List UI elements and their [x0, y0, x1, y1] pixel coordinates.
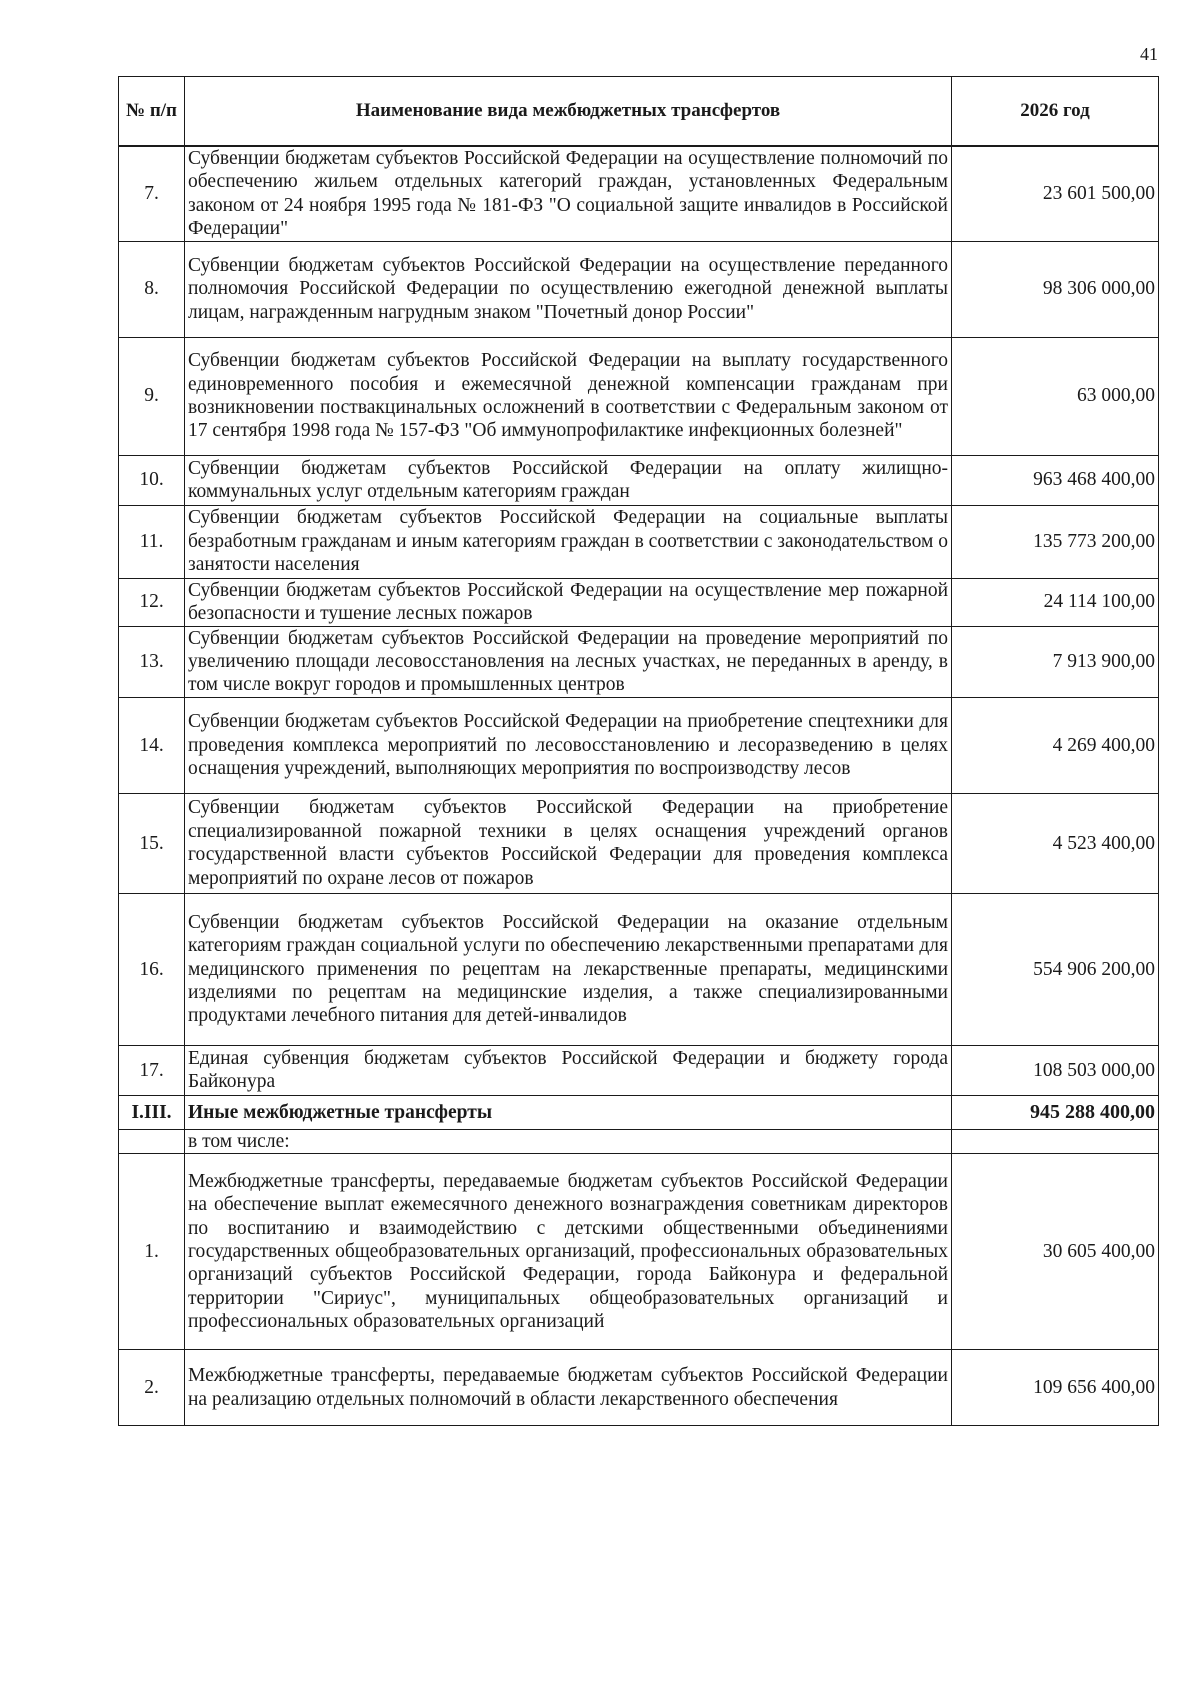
row-name: Субвенции бюджетам субъектов Российской Федерации на проведение мероприятий по увеличению площади лесовосстановления на лесных участках, не переданных в аренду, в том числе вокруг городов и промышленных центров — [185, 626, 952, 697]
table-row — [119, 241, 1159, 337]
row-value: 98 306 000,00 — [952, 241, 1159, 337]
row-name: Субвенции бюджетам субъектов Российской Федерации на приобретение спецтехники для проведения комплекса мероприятий по лесовосстановлению и лесоразведению в целях оснащения учреждений, выполняющих мероприятия по воспроизводству лесов — [185, 697, 952, 793]
table-row — [119, 793, 1159, 893]
row-value: 4 269 400,00 — [952, 697, 1159, 793]
page-number: 41 — [1140, 44, 1158, 64]
row-value: 4 523 400,00 — [952, 793, 1159, 893]
row-value: 109 656 400,00 — [952, 1350, 1159, 1426]
row-name: Межбюджетные трансферты, передаваемые бюджетам субъектов Российской Федерации на реализацию отдельных полномочий в области лекарственного обеспечения — [185, 1350, 952, 1426]
row-number: 16. — [119, 893, 185, 1045]
row-number: 11. — [119, 505, 185, 578]
row-value: 7 913 900,00 — [952, 626, 1159, 697]
row-name: Единая субвенция бюджетам субъектов Российской Федерации и бюджету города Байконура — [185, 1045, 952, 1095]
row-number: 2. — [119, 1350, 185, 1426]
row-name: Субвенции бюджетам субъектов Российской Федерации на осуществление переданного полномочия Российской Федерации по осуществлению ежегодной денежной выплаты лицам, награжденным нагрудным знаком "Почетный донор России" — [185, 241, 952, 337]
table-row — [119, 505, 1159, 578]
row-value: 135 773 200,00 — [952, 505, 1159, 578]
table-row — [119, 146, 1159, 241]
row-name: Субвенции бюджетам субъектов Российской Федерации на оплату жилищно-коммунальных услуг отдельным категориям граждан — [185, 455, 952, 505]
row-name: Субвенции бюджетам субъектов Российской Федерации на социальные выплаты безработным гражданам и иным категориям граждан в соответствии с законодательством о занятости населения — [185, 505, 952, 578]
row-number: 1. — [119, 1154, 185, 1350]
table-row — [119, 626, 1159, 697]
including-label: в том числе: — [185, 1129, 952, 1153]
table-row — [119, 1154, 1159, 1350]
section-value: 945 288 400,00 — [952, 1095, 1159, 1129]
section-name: Иные межбюджетные трансферты — [185, 1095, 952, 1129]
section-number: I.III. — [119, 1095, 185, 1129]
row-name: Субвенции бюджетам субъектов Российской Федерации на выплату государственного единовременного пособия и ежемесячной денежной компенсации гражданам при возникновении поствакцинальных осложнений в соответствии с Федеральным законом от 17 сентября 1998 года № 157-ФЗ "Об иммунопрофилактике инфекционных болезней" — [185, 337, 952, 455]
transfers-table — [118, 76, 1159, 1426]
row-name: Субвенции бюджетам субъектов Российской Федерации на оказание отдельным категориям граждан социальной услуги по обеспечению лекарственными препаратами для медицинского применения по рецептам на лекарственные препараты, медицинскими изделиями по рецептам на медицинские изделия, а также специализированными продуктами лечебного питания для детей-инвалидов — [185, 893, 952, 1045]
row-value: 554 906 200,00 — [952, 893, 1159, 1045]
table-row — [119, 1350, 1159, 1426]
row-number: 9. — [119, 337, 185, 455]
header-name: Наименование вида межбюджетных трансфертов — [185, 77, 952, 147]
row-number: 14. — [119, 697, 185, 793]
row-value: 24 114 100,00 — [952, 578, 1159, 626]
table-header-row — [119, 77, 1159, 147]
table-row — [119, 337, 1159, 455]
table-row — [119, 893, 1159, 1045]
row-value: 30 605 400,00 — [952, 1154, 1159, 1350]
row-number-empty — [119, 1129, 185, 1153]
row-value-empty — [952, 1129, 1159, 1153]
header-year: 2026 год — [952, 77, 1159, 147]
section-row — [119, 1095, 1159, 1129]
row-value: 963 468 400,00 — [952, 455, 1159, 505]
row-name: Субвенции бюджетам субъектов Российской Федерации на осуществление полномочий по обеспечению жильем отдельных категорий граждан, установленных Федеральным законом от 24 ноября 1995 года № 181-ФЗ "О социальной защите инвалидов в Российской Федерации" — [185, 146, 952, 241]
table-row — [119, 697, 1159, 793]
including-row — [119, 1129, 1159, 1153]
row-number: 7. — [119, 146, 185, 241]
row-number: 10. — [119, 455, 185, 505]
row-number: 8. — [119, 241, 185, 337]
row-name: Субвенции бюджетам субъектов Российской Федерации на приобретение специализированной пожарной техники в целях оснащения учреждений органов государственной власти субъектов Российской Федерации для проведения комплекса мероприятий по охране лесов от пожаров — [185, 793, 952, 893]
table-row — [119, 1045, 1159, 1095]
row-number: 15. — [119, 793, 185, 893]
row-number: 13. — [119, 626, 185, 697]
header-number: № п/п — [119, 77, 185, 147]
table-row — [119, 578, 1159, 626]
row-value: 23 601 500,00 — [952, 146, 1159, 241]
row-value: 108 503 000,00 — [952, 1045, 1159, 1095]
row-number: 12. — [119, 578, 185, 626]
row-value: 63 000,00 — [952, 337, 1159, 455]
row-name: Субвенции бюджетам субъектов Российской Федерации на осуществление мер пожарной безопасности и тушение лесных пожаров — [185, 578, 952, 626]
table-row — [119, 455, 1159, 505]
row-name: Межбюджетные трансферты, передаваемые бюджетам субъектов Российской Федерации на обеспечение выплат ежемесячного денежного вознаграждения советникам директоров по воспитанию и взаимодействию с детскими общественными объединениями государственных общеобразовательных организаций, профессиональных образовательных организаций субъектов Российской Федерации, города Байконура и федеральной территории "Сириус", муниципальных общеобразовательных организаций и профессиональных образовательных организаций — [185, 1154, 952, 1350]
row-number: 17. — [119, 1045, 185, 1095]
